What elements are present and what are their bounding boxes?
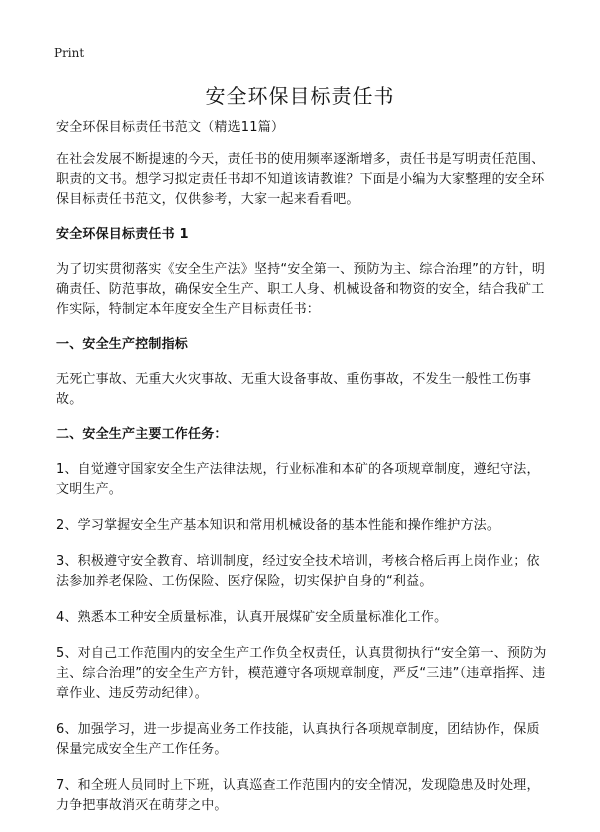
document-body — [56, 118, 548, 832]
task-item: 1、自觉遵守国家安全生产法律法规，行业标准和本矿的各项规章制度，遵纪守法，文明生产。 — [56, 462, 540, 497]
section-paragraph: 为了切实贯彻落实《安全生产法》坚持“安全第一、预防为主、综合治理”的方针，明确责任、防范事故，确保安全生产、职工人身、机械设备和物资的安全，结合我矿工作实际，特制定本年度安全生产目标责任书： — [56, 262, 546, 317]
part-heading-control-targets: 一、安全生产控制指标 — [56, 337, 189, 352]
task-item: 2、学习掌握安全生产基本知识和常用机械设备的基本性能和操作维护方法。 — [56, 518, 501, 533]
section-heading: 安全环保目标责任书 1 — [56, 227, 189, 242]
print-label: Print — [54, 46, 85, 60]
task-item: 6、加强学习，进一步提高业务工作技能，认真执行各项规章制度，团结协作，保质保量完成安全生产工作任务。 — [56, 722, 540, 757]
task-item: 5、对自己工作范围内的安全生产工作负全权责任，认真贯彻执行“安全第一、预防为主、综合治理”的安全生产方针，模范遵守各项规章制度，严反“三违”（违章指挥、违章作业、违反劳动纪律）。 — [56, 646, 547, 701]
page-title: 安全环保目标责任书 — [205, 84, 395, 108]
intro-paragraph: 在社会发展不断提速的今天，责任书的使用频率逐渐增多，责任书是写明责任范围、职责的文书。想学习拟定责任书却不知道该请教谁？下面是小编为大家整理的安全环保目标责任书范文，仅供参考，大家一起来看看吧。 — [56, 152, 545, 207]
part-heading-main-tasks: 二、安全生产主要工作任务： — [56, 427, 228, 442]
control-targets-paragraph: 无死亡事故、无重大火灾事故、无重大设备事故、重伤事故，不发生一般性工伤事故。 — [56, 372, 532, 407]
task-item: 3、积极遵守安全教育、培训制度，经过安全技术培训，考核合格后再上岗作业；依法参加养老保险、工伤保险、医疗保险，切实保护自身的“利益。 — [56, 554, 540, 589]
task-item: 4、熟悉本工种安全质量标准，认真开展煤矿安全质量标准化工作。 — [56, 610, 448, 625]
document-subtitle: 安全环保目标责任书范文（精选11篇） — [56, 120, 285, 135]
task-item: 7、和全班人员同时上下班，认真巡查工作范围内的安全情况，发现隐患及时处理，力争把事故消灭在萌芽之中。 — [56, 778, 540, 813]
